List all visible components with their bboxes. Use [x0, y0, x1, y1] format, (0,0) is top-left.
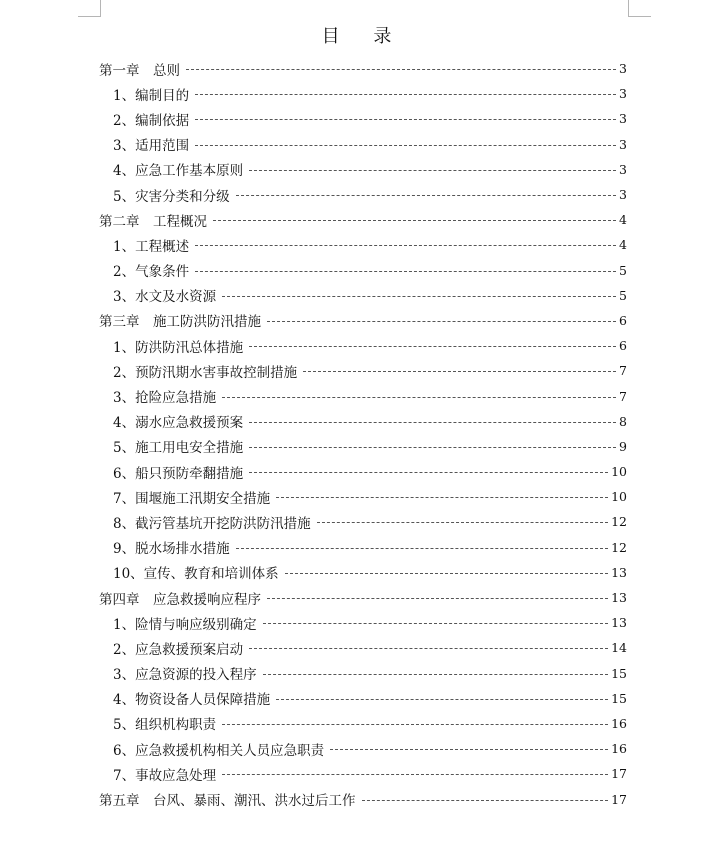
- toc-page-number: 15: [611, 665, 627, 681]
- toc-dot-leader: [195, 145, 616, 146]
- toc-section-entry[interactable]: [99, 635, 627, 660]
- toc-entry-text: 第五章 台风、暴雨、潮汛、洪水过后工作: [99, 793, 356, 810]
- toc-page-number: 13: [611, 615, 627, 631]
- toc-section-entry[interactable]: [99, 761, 627, 786]
- toc-page-number: 3: [619, 187, 627, 203]
- toc-section-entry[interactable]: [99, 358, 627, 383]
- toc-chapter-entry[interactable]: [99, 56, 627, 81]
- toc-dot-leader: [249, 346, 616, 347]
- toc-dot-leader: [249, 447, 616, 448]
- toc-dot-leader: [317, 522, 609, 523]
- toc-entry-text: 5、灾害分类和分级: [113, 188, 230, 205]
- toc-page-number: 12: [611, 539, 627, 555]
- toc-dot-leader: [222, 724, 608, 725]
- toc-dot-leader: [222, 296, 616, 297]
- toc-dot-leader: [330, 749, 608, 750]
- toc-chapter-entry[interactable]: [99, 207, 627, 232]
- toc-page-number: 3: [619, 86, 627, 102]
- toc-entry-text: 1、险情与响应级别确定: [113, 616, 257, 633]
- toc-page-number: 9: [619, 438, 627, 454]
- toc-page-number: 14: [611, 640, 627, 656]
- toc-dot-leader: [195, 94, 616, 95]
- toc-dot-leader: [249, 648, 608, 649]
- toc-dot-leader: [249, 472, 608, 473]
- toc-page-number: 15: [611, 690, 627, 706]
- toc-section-entry[interactable]: [99, 132, 627, 157]
- toc-section-entry[interactable]: [99, 283, 627, 308]
- toc-dot-leader: [249, 422, 616, 423]
- toc-entry-text: 8、截污管基坑开挖防洪防汛措施: [113, 515, 311, 532]
- toc-entry-text: 3、适用范围: [113, 138, 190, 155]
- toc-page-number: 12: [611, 514, 627, 530]
- toc-dot-leader: [195, 271, 616, 272]
- toc-dot-leader: [236, 195, 616, 196]
- toc-entry-text: 5、组织机构职责: [113, 717, 217, 734]
- toc-page-number: 4: [619, 212, 627, 228]
- toc-dot-leader: [263, 623, 609, 624]
- toc-page-number: 5: [619, 287, 627, 303]
- toc-page-number: 17: [611, 766, 627, 782]
- toc-entry-text: 2、预防汛期水害事故控制措施: [113, 364, 298, 381]
- toc-section-entry[interactable]: [99, 106, 627, 131]
- toc-section-entry[interactable]: [99, 333, 627, 358]
- toc-dot-leader: [213, 220, 616, 221]
- toc-dot-leader: [285, 573, 608, 574]
- toc-title: 目 录: [321, 26, 406, 47]
- toc-entry-text: 4、溺水应急救援预案: [113, 415, 244, 432]
- toc-chapter-entry[interactable]: [99, 308, 627, 333]
- toc-page-number: 10: [611, 489, 627, 505]
- toc-section-entry[interactable]: [99, 610, 627, 635]
- toc-page-number: 4: [619, 237, 627, 253]
- toc-entry-text: 3、水文及水资源: [113, 289, 217, 306]
- toc-entry-text: 第四章 应急救援响应程序: [99, 591, 261, 608]
- toc-section-entry[interactable]: [99, 686, 627, 711]
- toc-dot-leader: [195, 119, 616, 120]
- toc-page-number: 10: [611, 464, 627, 480]
- toc-page-number: 3: [619, 111, 627, 127]
- toc-section-entry[interactable]: [99, 661, 627, 686]
- toc-section-entry[interactable]: [99, 383, 627, 408]
- toc-dot-leader: [276, 699, 608, 700]
- toc-entry-text: 2、气象条件: [113, 264, 190, 281]
- toc-entry-text: 5、施工用电安全措施: [113, 440, 244, 457]
- toc-entry-text: 第一章 总则: [99, 62, 180, 79]
- toc-section-entry[interactable]: [99, 81, 627, 106]
- toc-section-entry[interactable]: [99, 484, 627, 509]
- toc-dot-leader: [186, 69, 616, 70]
- toc-page-number: 7: [619, 388, 627, 404]
- toc-page-number: 7: [619, 363, 627, 379]
- toc-section-entry[interactable]: [99, 711, 627, 736]
- toc-entry-text: 1、工程概述: [113, 238, 190, 255]
- toc-section-entry[interactable]: [99, 459, 627, 484]
- toc-dot-leader: [303, 371, 616, 372]
- toc-page-number: 16: [611, 715, 627, 731]
- toc-entry-text: 4、物资设备人员保障措施: [113, 692, 271, 709]
- toc-page-number: 13: [611, 564, 627, 580]
- toc-entry-text: 7、围堰施工汛期安全措施: [113, 490, 271, 507]
- toc-page-number: 6: [619, 312, 627, 328]
- toc-section-entry[interactable]: [99, 232, 627, 257]
- toc-chapter-entry[interactable]: [99, 585, 627, 610]
- toc-dot-leader: [236, 548, 609, 549]
- toc-section-entry[interactable]: [99, 182, 627, 207]
- toc-page-number: 17: [611, 791, 627, 807]
- toc-dot-leader: [263, 674, 609, 675]
- toc-entry-text: 1、防洪防汛总体措施: [113, 339, 244, 356]
- toc-section-entry[interactable]: [99, 736, 627, 761]
- toc-page-number: 6: [619, 338, 627, 354]
- toc-entry-text: 1、编制目的: [113, 87, 190, 104]
- toc-entry-text: 2、应急救援预案启动: [113, 641, 244, 658]
- toc-entry-text: 2、编制依据: [113, 112, 190, 129]
- toc-chapter-entry[interactable]: [99, 786, 627, 811]
- toc-page-number: 16: [611, 741, 627, 757]
- toc-entry-text: 7、事故应急处理: [113, 767, 217, 784]
- toc-dot-leader: [362, 800, 609, 801]
- toc-dot-leader: [276, 497, 608, 498]
- crop-mark-top-left: [78, 0, 101, 17]
- toc-entry-text: 9、脱水场排水措施: [113, 541, 230, 558]
- toc-entry-text: 3、应急资源的投入程序: [113, 667, 257, 684]
- toc-section-entry[interactable]: [99, 157, 627, 182]
- toc-section-entry[interactable]: [99, 560, 627, 585]
- toc-dot-leader: [222, 774, 608, 775]
- toc-dot-leader: [267, 321, 616, 322]
- toc-section-entry[interactable]: [99, 509, 627, 534]
- toc-entry-text: 3、抢险应急措施: [113, 390, 217, 407]
- toc-dot-leader: [222, 397, 616, 398]
- toc-section-entry[interactable]: [99, 535, 627, 560]
- toc-page-number: 13: [611, 590, 627, 606]
- toc-dot-leader: [267, 598, 608, 599]
- toc-page-number: 8: [619, 413, 627, 429]
- toc-page-number: 3: [619, 161, 627, 177]
- toc-section-entry[interactable]: [99, 258, 627, 283]
- crop-mark-top-right: [628, 0, 651, 17]
- toc-entry-text: 6、船只预防牵翻措施: [113, 465, 244, 482]
- toc-entry-text: 第二章 工程概况: [99, 213, 207, 230]
- table-of-contents: [99, 56, 627, 812]
- toc-dot-leader: [195, 245, 616, 246]
- toc-page-number: 5: [619, 262, 627, 278]
- toc-section-entry[interactable]: [99, 409, 627, 434]
- toc-section-entry[interactable]: [99, 434, 627, 459]
- toc-entry-text: 4、应急工作基本原则: [113, 163, 244, 180]
- toc-page-number: 3: [619, 61, 627, 77]
- toc-entry-text: 10、宣传、教育和培训体系: [113, 566, 279, 583]
- toc-page-number: 3: [619, 136, 627, 152]
- toc-entry-text: 6、应急救援机构相关人员应急职责: [113, 742, 325, 759]
- toc-dot-leader: [249, 170, 616, 171]
- toc-entry-text: 第三章 施工防洪防汛措施: [99, 314, 261, 331]
